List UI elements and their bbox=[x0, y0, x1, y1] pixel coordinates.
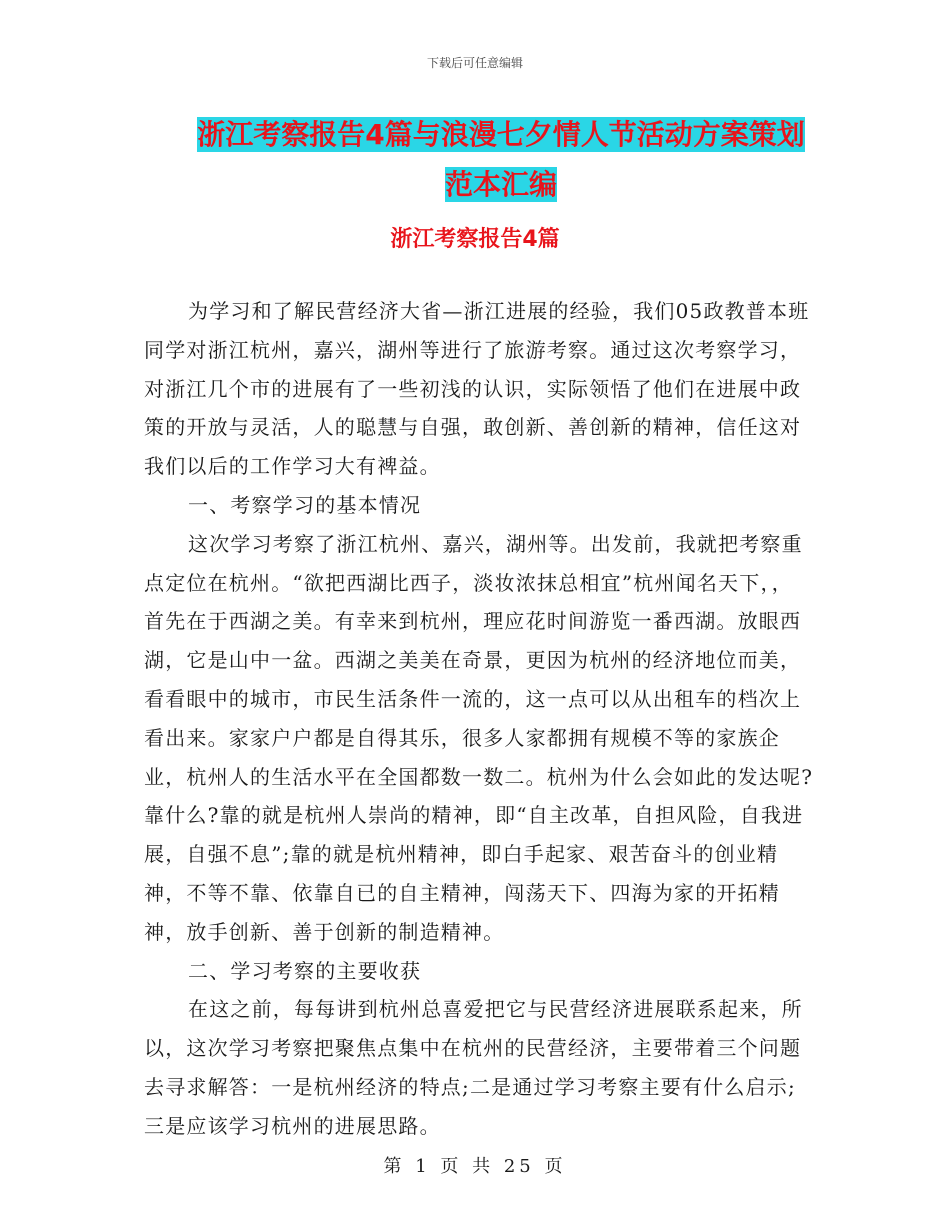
paragraph-intro: 为学习和了解民营经济大省—浙江进展的经验，我们05政教普本班同学对浙江杭州，嘉兴，湖州等进行了旅游考察。通过这次考察学习，对浙江几个市的进展有了一些初浅的认识，实际领悟了他们在进展中政策的开放与灵活，人的聪慧与自强，敢创新、善创新的精神，信任这对我们以后的工作学习大有裨益。 bbox=[144, 299, 810, 479]
document-body bbox=[144, 292, 814, 1146]
document-title-text: 浙江考察报告4篇与浪漫七夕情人节活动方案策划范本汇编 bbox=[197, 118, 805, 201]
paragraph-basic-situation: 这次学习考察了浙江杭州、嘉兴，湖州等。出发前，我就把考察重点定位在杭州。“欲把西湖比西子，淡妆浓抹总相宜”杭州闻名天下，，首先在于西湖之美。有幸来到杭州，理应花时间游览一番西湖。放眼西湖，它是山中一盆。西湖之美美在奇景，更因为杭州的经济地位而美，看看眼中的城市，市民生活条件一流的，这一点可以从出租车的档次上看出来。家家户户都是自得其乐，很多人家都拥有规模不等的家族企业，杭州人的生活水平在全国都数一数二。杭州为什么会如此的发达呢?靠什么?靠的就是杭州人崇尚的精神，即“自主改革，自担风险，自我进展，自强不息”;靠的就是杭州精神，即白手起家、艰苦奋斗的创业精神，不等不靠、依靠自已的自主精神，闯荡天下、四海为家的开拓精神，放手创新、善于创新的制造精神。 bbox=[144, 531, 814, 944]
heading-main-gains: 二、学习考察的主要收获 bbox=[188, 958, 422, 983]
paragraph-main-gains: 在这之前，每每讲到杭州总喜爱把它与民营经济进展联系起来，所以，这次学习考察把聚焦点集中在杭州的民营经济，主要带着三个问题去寻求解答：一是杭州经济的特点;二是通过学习考察主要有什么启示;三是应该学习杭州的进展思路。 bbox=[144, 997, 803, 1138]
header-note: 下载后可任意编辑 bbox=[426, 56, 523, 70]
document-title bbox=[196, 110, 806, 210]
page-footer: 第 1 页 共 25 页 bbox=[383, 1156, 567, 1177]
section-title: 浙江考察报告4篇 bbox=[390, 227, 560, 252]
heading-basic-situation: 一、考察学习的基本情况 bbox=[188, 492, 422, 517]
